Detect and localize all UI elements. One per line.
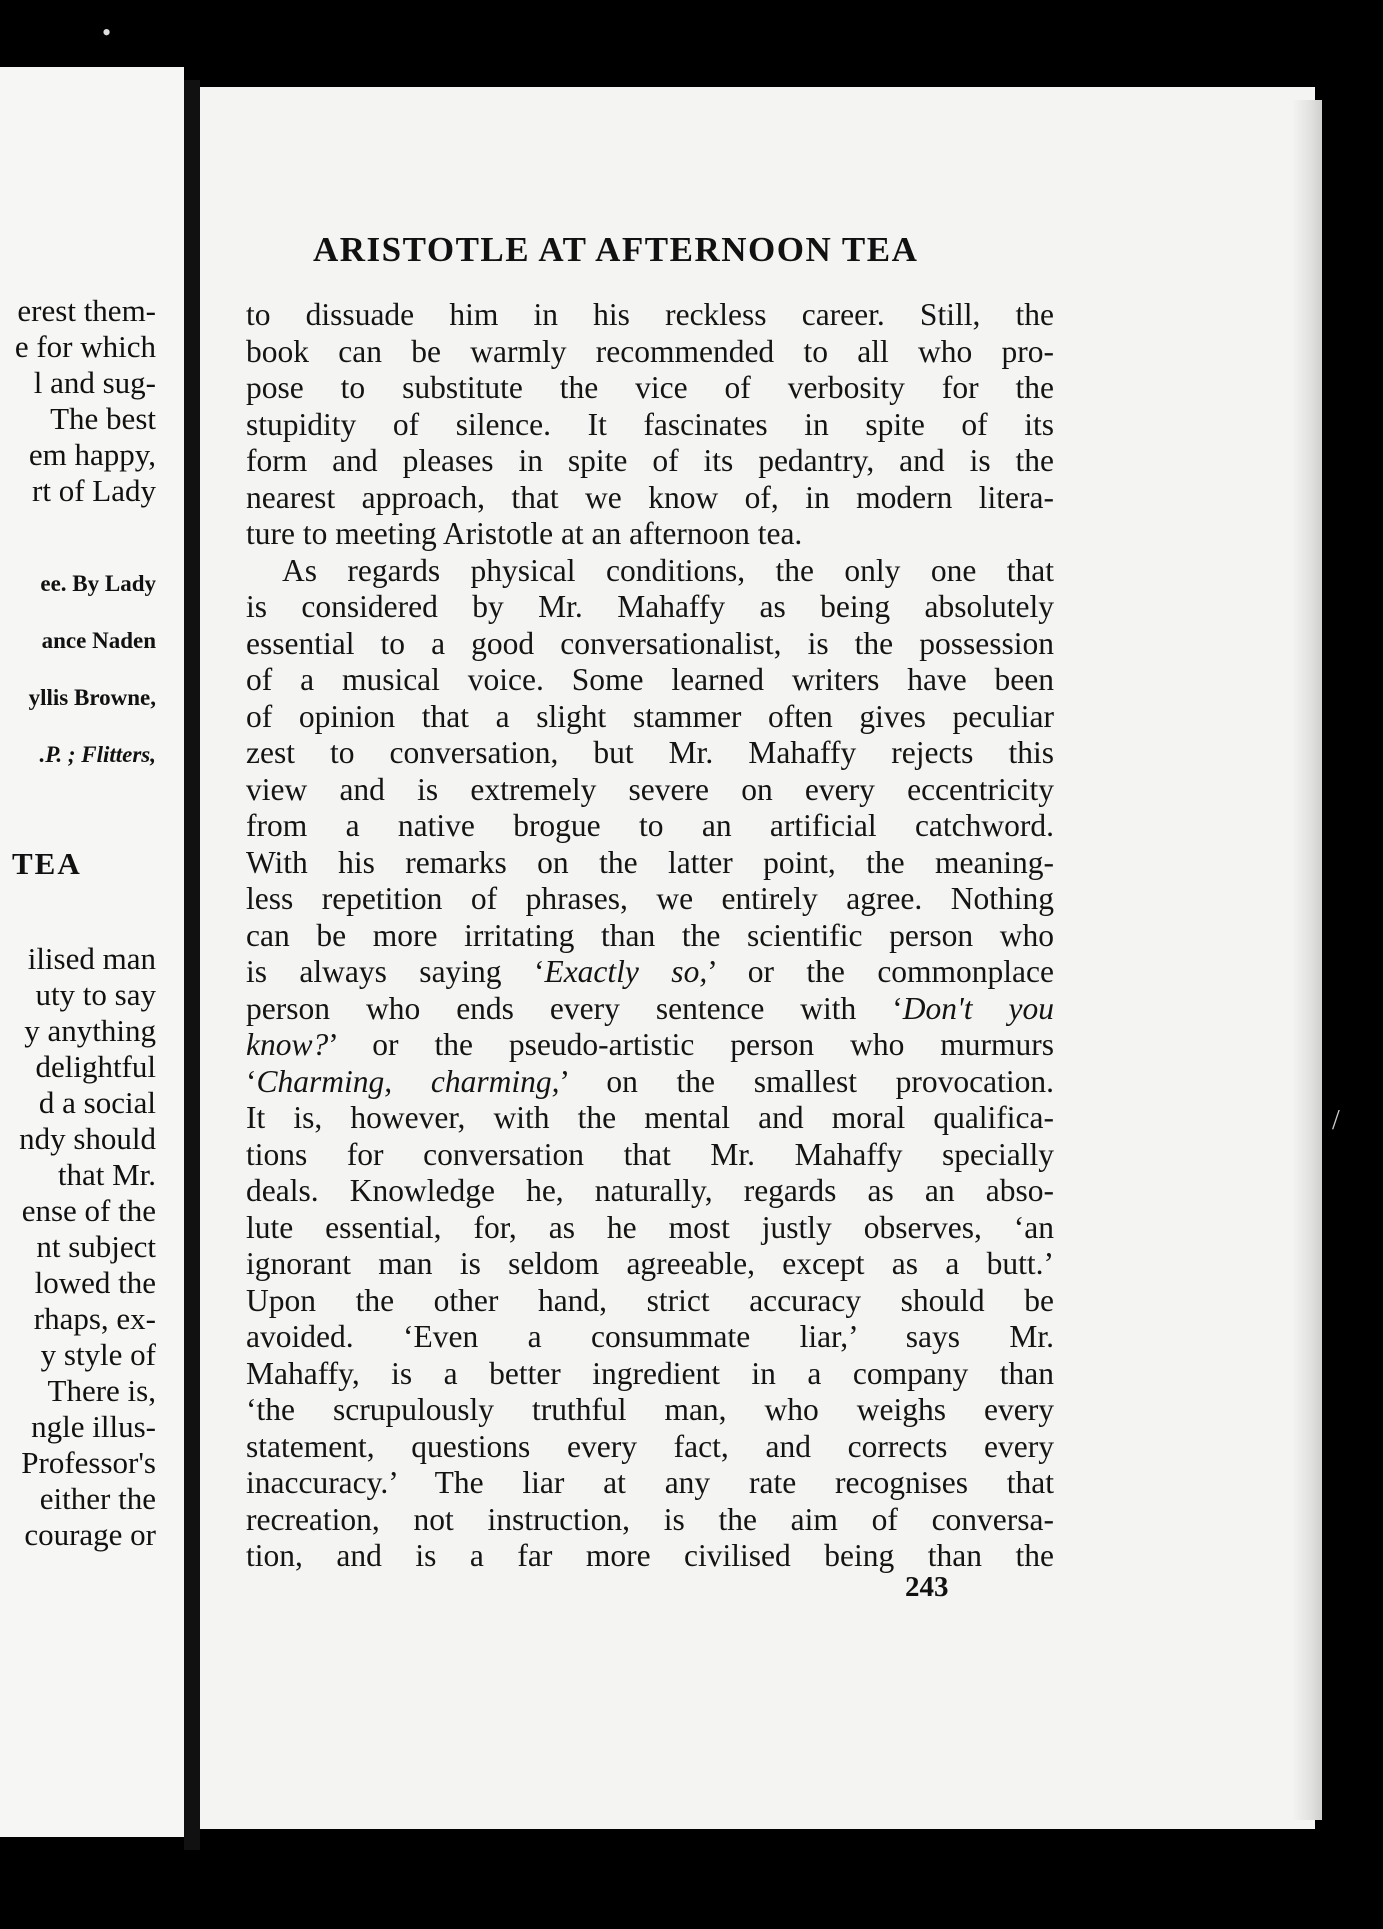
- left-text-line: courage or: [24, 1517, 156, 1552]
- text-run: ’ or the pseudo-artistic person who murmurs: [328, 1027, 1054, 1062]
- body-line: zest to conversation, but Mr. Mahaffy rejects this: [246, 735, 1054, 770]
- left-page: [0, 67, 184, 1837]
- left-text-line: y style of: [40, 1337, 156, 1372]
- body-line-with-italic: [246, 1064, 1054, 1101]
- body-line: deals. Knowledge he, naturally, regards as an abso-: [246, 1173, 1054, 1208]
- body-line: nearest approach, that we know of, in modern litera-: [246, 479, 1054, 515]
- scan-scratch-mark: /: [1332, 1105, 1340, 1136]
- left-text-line: ngle illus-: [31, 1409, 156, 1444]
- body-line: essential to a good conversationalist, is the possession: [246, 625, 1054, 661]
- text-run: ‘: [246, 1063, 257, 1099]
- body-line-with-italic: [246, 954, 1054, 991]
- body-line: less repetition of phrases, we entirely agree. Nothing: [246, 881, 1054, 916]
- body-line: of opinion that a slight stammer often gives peculiar: [246, 698, 1054, 734]
- left-reference-line: .P. ; Flitters,: [39, 742, 156, 767]
- left-text-line: either the: [39, 1481, 156, 1516]
- body-line: avoided. ‘Even a consummate liar,’ says Mr.: [246, 1319, 1054, 1354]
- body-line: is considered by Mr. Mahaffy as being absolutely: [246, 589, 1054, 624]
- body-line: tions for conversation that Mr. Mahaffy specially: [246, 1136, 1054, 1172]
- left-text-line: y anything: [24, 1013, 156, 1048]
- body-line: of a musical voice. Some learned writers have been: [246, 662, 1054, 697]
- left-text-line: e for which: [14, 329, 156, 364]
- text-run: person who ends every sentence with ‘: [246, 990, 903, 1026]
- left-text-line: rhaps, ex-: [33, 1301, 156, 1336]
- left-text-line: Professor's: [21, 1445, 156, 1480]
- body-text: [246, 297, 1054, 1575]
- body-line-with-italic: [246, 991, 1054, 1028]
- body-line: book can be warmly recommended to all who pro-: [246, 333, 1054, 369]
- left-text-line: d a social: [38, 1085, 156, 1120]
- left-text-line: ndy should: [19, 1121, 156, 1156]
- text-run: is always saying ‘: [246, 954, 545, 989]
- left-text-line: nt subject: [36, 1229, 156, 1264]
- left-text-line: l and sug-: [33, 365, 156, 400]
- body-line: inaccuracy.’ The liar at any rate recognises that: [246, 1465, 1054, 1500]
- left-reference-line: yllis Browne,: [28, 685, 156, 710]
- italic-run: Don't you: [902, 990, 1054, 1026]
- left-text-line: uty to say: [35, 977, 156, 1012]
- body-line: statement, questions every fact, and corrects every: [246, 1428, 1054, 1464]
- left-text-line: ense of the: [21, 1193, 156, 1228]
- left-text-line: There is,: [47, 1373, 156, 1408]
- italic-run: Charming, charming,: [256, 1063, 560, 1099]
- scan-speck-mark: •: [102, 18, 112, 47]
- left-section-title: TEA: [12, 846, 82, 881]
- left-text-line: lowed the: [34, 1265, 156, 1300]
- italic-run: Exactly so,: [544, 954, 708, 989]
- body-line: pose to substitute the vice of verbosity for the: [246, 370, 1054, 405]
- body-line: ‘the scrupulously truthful man, who weighs every: [246, 1392, 1054, 1427]
- body-line: As regards physical conditions, the only one that: [282, 552, 1054, 588]
- body-line-with-italic: [246, 1027, 1054, 1064]
- left-text-line: that Mr.: [57, 1157, 156, 1192]
- body-line: stupidity of silence. It fascinates in spite of its: [246, 406, 1054, 442]
- running-header: ARISTOTLE AT AFTERNOON TEA: [313, 230, 919, 269]
- body-line: recreation, not instruction, is the aim of conversa-: [246, 1501, 1054, 1537]
- body-line: can be more irritating than the scientific person who: [246, 917, 1054, 953]
- body-line: lute essential, for, as he most justly observes, ‘an: [246, 1209, 1054, 1245]
- body-line: view and is extremely severe on every eccentricity: [246, 771, 1054, 807]
- book-gutter: [184, 80, 200, 1850]
- left-text-line: em happy,: [28, 437, 156, 472]
- body-line: Mahaffy, is a better ingredient in a company than: [246, 1355, 1054, 1391]
- body-line: ture to meeting Aristotle at an afternoon tea.: [246, 516, 803, 551]
- left-reference-line: ance Naden: [41, 628, 156, 653]
- body-line: from a native brogue to an artificial catchword.: [246, 808, 1054, 843]
- body-line: It is, however, with the mental and moral qualifica-: [246, 1100, 1054, 1135]
- body-line: Upon the other hand, strict accuracy should be: [246, 1282, 1054, 1318]
- left-text-line: erest them-: [17, 293, 156, 328]
- page-number: 243: [905, 1571, 949, 1603]
- italic-run: know?: [246, 1027, 329, 1062]
- body-line: ignorant man is seldom agreeable, except as a butt.’: [246, 1246, 1054, 1281]
- left-text-line: rt of Lady: [32, 473, 156, 508]
- left-text-line: delightful: [35, 1049, 156, 1084]
- body-line: form and pleases in spite of its pedantry, and is the: [246, 443, 1054, 478]
- text-run: ’ on the smallest provocation.: [559, 1063, 1054, 1099]
- left-text-line: ilised man: [27, 941, 156, 976]
- page-edge-shadow: [1292, 100, 1322, 1820]
- left-reference-line: ee. By Lady: [40, 571, 156, 596]
- left-text-line: The best: [50, 401, 156, 436]
- body-line: to dissuade him in his reckless career. Still, the: [246, 297, 1054, 332]
- body-line: tion, and is a far more civilised being than the: [246, 1538, 1054, 1573]
- text-run: ’ or the commonplace: [707, 954, 1054, 989]
- body-line: With his remarks on the latter point, the meaning-: [246, 844, 1054, 880]
